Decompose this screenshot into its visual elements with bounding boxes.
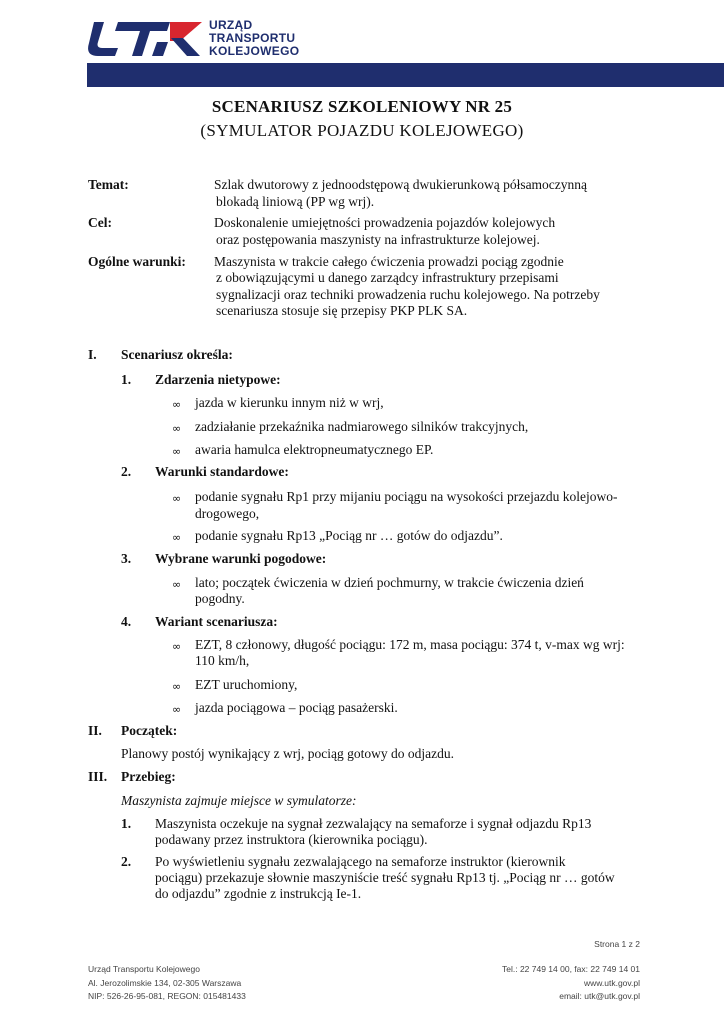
item-4-number: 4. <box>121 614 132 629</box>
document-subtitle: (SYMULATOR POJAZDU KOLEJOWEGO) <box>200 121 524 140</box>
infinity-bullet-icon: ∞ <box>172 680 182 693</box>
temat-line-2: blokadą liniową (PP wg wrj). <box>216 194 375 209</box>
document-title: SCENARIUSZ SZKOLENIOWY NR 25 <box>211 97 513 116</box>
section-1-number: I. <box>88 347 97 362</box>
infinity-bullet-icon: ∞ <box>172 445 182 458</box>
bullet-item-continuation: 110 km/h, <box>195 653 250 668</box>
bullet-item: jazda pociągowa – pociąg pasażerski. <box>195 700 398 715</box>
warunki-label: Ogólne warunki: <box>88 254 186 269</box>
step-2-line-3: do odjazdu” zgodnie z instrukcją Ie-1. <box>155 886 362 901</box>
section-3-number: III. <box>88 769 108 784</box>
section-3-intro: Maszynista zajmuje miejsce w symulatorze: <box>121 793 357 808</box>
warunki-line-1: Maszynista w trakcie całego ćwiczenia prowadzi pociąg zgodnie <box>214 254 564 269</box>
footer-tax-ids: NIP: 526-26-95-081, REGON: 015481433 <box>88 991 246 1001</box>
bullet-item: lato; początek ćwiczenia w dzień pochmurny, w trakcie ćwiczenia dzień <box>195 575 584 590</box>
item-1-title: Zdarzenia nietypowe: <box>155 372 281 387</box>
infinity-bullet-icon: ∞ <box>172 703 182 716</box>
temat-label: Temat: <box>88 177 129 192</box>
infinity-bullet-icon: ∞ <box>172 640 182 653</box>
page-number: Strona 1 z 2 <box>594 939 640 949</box>
cel-label: Cel: <box>88 215 112 230</box>
warunki-line-2: z obowiązującymi u danego zarządcy infrastruktury przepisami <box>216 270 559 285</box>
bullet-item: podanie sygnału Rp1 przy mijaniu pociągu na wysokości przejazdu kolejowo- <box>195 489 618 504</box>
logo-line-3: KOLEJOWEGO <box>209 44 300 58</box>
section-2-text: Planowy postój wynikający z wrj, pociąg gotowy do odjazdu. <box>121 746 454 761</box>
item-3-title: Wybrane warunki pogodowe: <box>155 551 327 566</box>
footer-org-name: Urząd Transportu Kolejowego <box>88 964 200 974</box>
infinity-bullet-icon: ∞ <box>172 398 182 411</box>
bullet-item: awaria hamulca elektropneumatycznego EP. <box>195 442 434 457</box>
cel-line-2: oraz postępowania maszynisty na infrastrukturze kolejowej. <box>216 232 540 247</box>
bullet-item: EZT, 8 członowy, długość pociągu: 172 m, masa pociągu: 374 t, v-max wg wrj: <box>195 637 625 652</box>
bullet-item-continuation: pogodny. <box>195 591 245 606</box>
step-1-line-2: podawany przez instruktora (kierownika pociągu). <box>155 832 428 847</box>
step-1-line-1: Maszynista oczekuje na sygnał zezwalający na semaforze i sygnał odjazdu Rp13 <box>155 816 592 831</box>
section-2-number: II. <box>88 723 102 738</box>
item-2-title: Warunki standardowe: <box>155 464 289 479</box>
bullet-item: podanie sygnału Rp13 „Pociąg nr … gotów do odjazdu”. <box>195 528 503 543</box>
logo-line-2: TRANSPORTU <box>209 31 296 45</box>
step-2-number: 2. <box>121 854 132 869</box>
bullet-item: jazda w kierunku innym niż w wrj, <box>195 395 384 410</box>
item-2-number: 2. <box>121 464 132 479</box>
step-1-number: 1. <box>121 816 132 831</box>
utk-logo-icon <box>88 18 206 58</box>
temat-line-1: Szlak dwutorowy z jednoodstępową dwukierunkową półsamoczynną <box>214 177 588 192</box>
infinity-bullet-icon: ∞ <box>172 531 182 544</box>
footer-address: Al. Jerozolimskie 134, 02-305 Warszawa <box>88 978 242 988</box>
infinity-bullet-icon: ∞ <box>172 578 182 591</box>
bullet-item: zadziałanie przekaźnika nadmiarowego silników trakcyjnych, <box>195 419 529 434</box>
footer-website-link[interactable]: www.utk.gov.pl <box>583 978 640 988</box>
item-4-title: Wariant scenariusza: <box>155 614 278 629</box>
footer-phone-fax: Tel.: 22 749 14 00, fax: 22 749 14 01 <box>502 964 640 974</box>
section-2-title: Początek: <box>121 723 178 738</box>
infinity-bullet-icon: ∞ <box>172 492 182 505</box>
bullet-item: EZT uruchomiony, <box>195 677 298 692</box>
cel-line-1: Doskonalenie umiejętności prowadzenia pojazdów kolejowych <box>214 215 556 230</box>
item-3-number: 3. <box>121 551 132 566</box>
logo-line-1: URZĄD <box>209 18 253 32</box>
section-3-title: Przebieg: <box>121 769 176 784</box>
footer-email-link[interactable]: email: utk@utk.gov.pl <box>559 991 640 1001</box>
step-2-line-2: pociągu) przekazuje słownie maszyniście treść sygnału Rp13 tj. „Pociąg nr … gotów <box>155 870 615 885</box>
warunki-line-4: scenariusza stosuje się przepisy PKP PLK SA. <box>216 303 468 318</box>
warunki-line-3: sygnalizacji oraz techniki prowadzenia ruchu kolejowego. Na potrzeby <box>216 287 600 302</box>
bullet-item-continuation: drogowego, <box>195 506 260 521</box>
item-1-number: 1. <box>121 372 132 387</box>
infinity-bullet-icon: ∞ <box>172 422 182 435</box>
step-2-line-1: Po wyświetleniu sygnału zezwalającego na semaforze instruktor (kierownik <box>155 854 566 869</box>
header-bar <box>87 63 724 87</box>
section-1-title: Scenariusz określa: <box>121 347 233 362</box>
